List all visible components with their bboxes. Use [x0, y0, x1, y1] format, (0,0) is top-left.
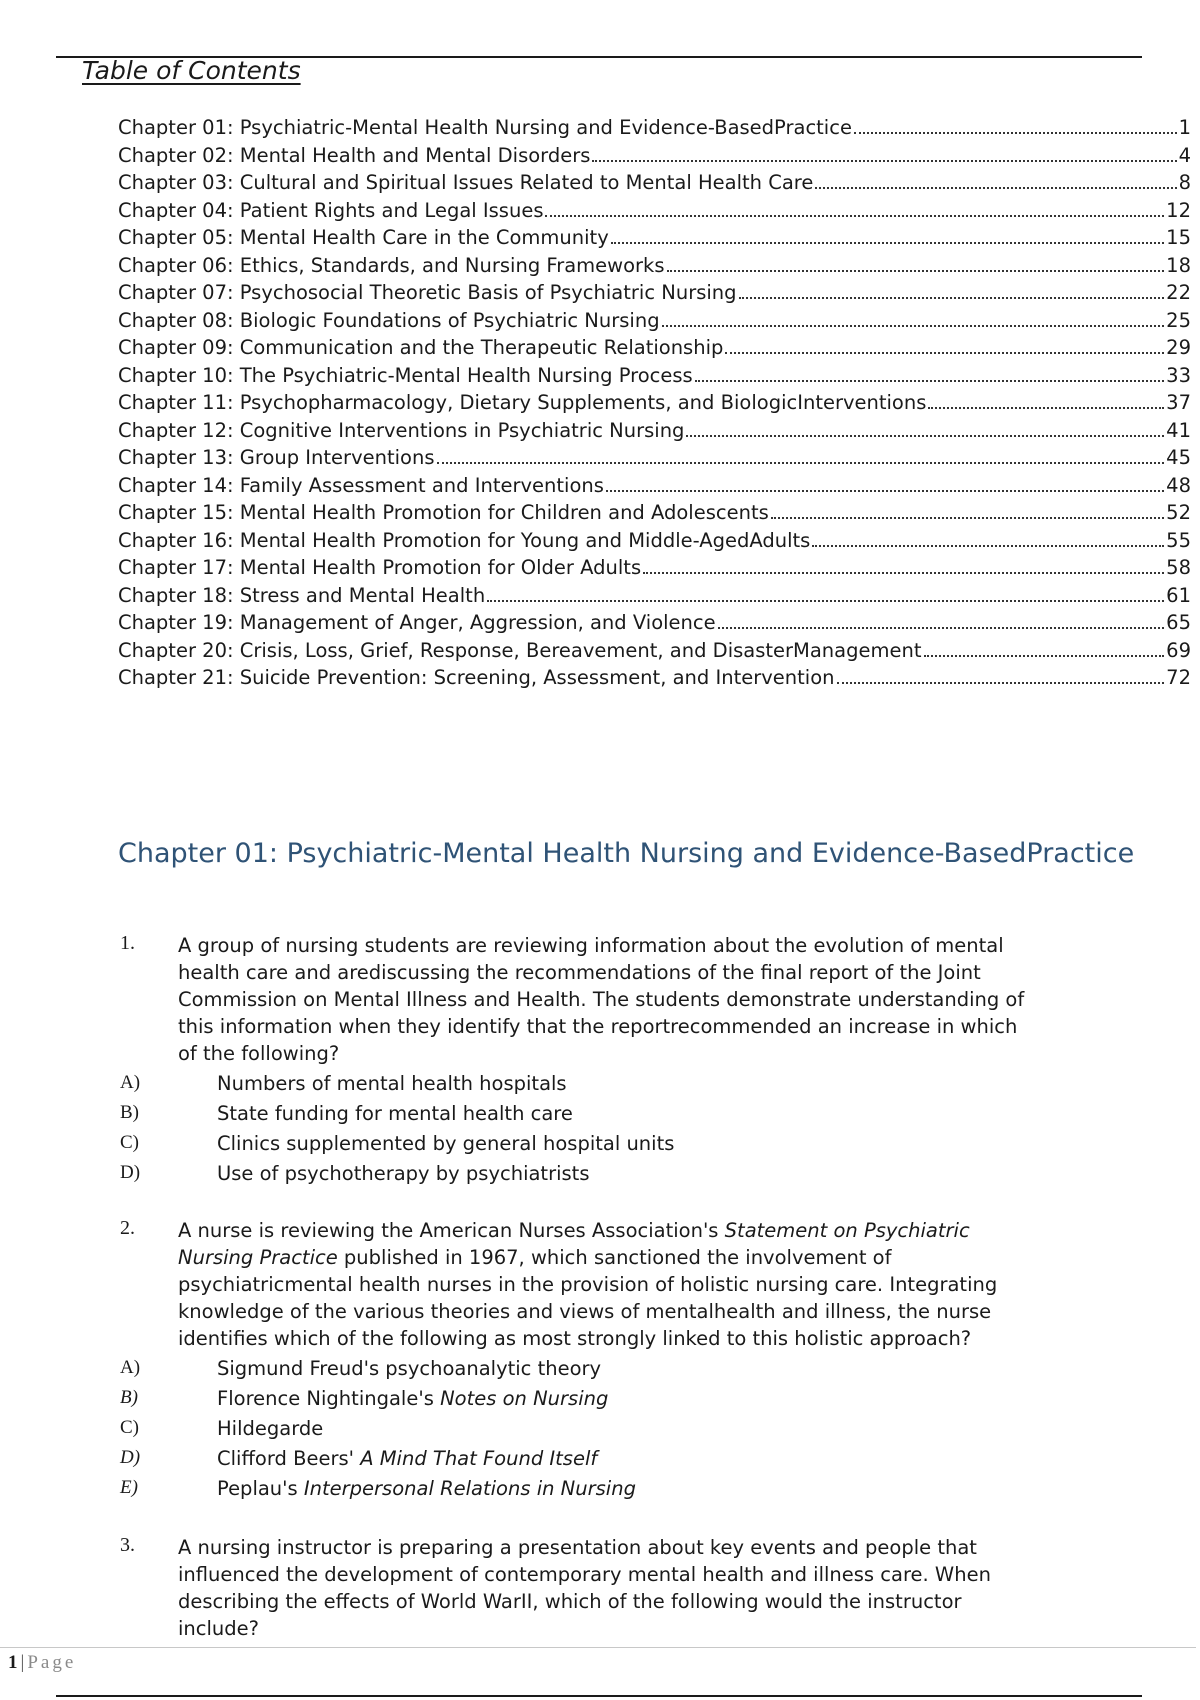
- toc-entry-label: Chapter 02: Mental Health and Mental Disorders: [118, 143, 591, 167]
- answer-option[interactable]: [0, 1357, 1200, 1387]
- toc-entry-page: 29: [1166, 336, 1191, 359]
- toc-entry-page: 1: [1178, 116, 1191, 139]
- question-text: [178, 1534, 1078, 1642]
- option-text: Sigmund Freud's psychoanalytic theory: [217, 1357, 602, 1380]
- toc-entry-page: 8: [1178, 171, 1191, 194]
- toc-entry-label: Chapter 18: Stress and Mental Health: [118, 583, 486, 607]
- publication-title: Statement on Psychiatric: [724, 1219, 970, 1242]
- toc-entry-page: 25: [1166, 308, 1191, 332]
- question-text-line: describing the effects of World WarII, which of the following would the instructor: [178, 1590, 962, 1613]
- toc-entry[interactable]: [118, 391, 1191, 419]
- toc-leader-dots: [854, 132, 1177, 134]
- toc-entry[interactable]: [118, 171, 1191, 199]
- toc-entry[interactable]: [118, 116, 1191, 144]
- option-letter: D): [120, 1447, 141, 1468]
- question-text-line: health care and arediscussing the recommendations of the final report of the Joint: [178, 961, 981, 984]
- toc-entry-page: 37: [1166, 391, 1191, 414]
- toc-leader-dots: [924, 655, 1165, 657]
- toc-entry[interactable]: [118, 529, 1191, 557]
- answer-option[interactable]: [0, 1102, 1200, 1132]
- option-text: Florence Nightingale's Notes on Nursing: [217, 1387, 609, 1410]
- toc-entry-label: Chapter 14: Family Assessment and Interventions: [118, 473, 604, 497]
- chapter-heading: Chapter 01: Psychiatric-Mental Health Nursing and Evidence-BasedPractice: [118, 838, 1135, 869]
- option-letter: C): [120, 1132, 139, 1153]
- toc-leader-dots: [662, 325, 1165, 327]
- question-text: [178, 932, 1078, 1067]
- question-number: 2.: [120, 1217, 135, 1239]
- toc-leader-dots: [611, 242, 1164, 244]
- publication-title: Nursing Practice: [178, 1246, 338, 1269]
- toc-entry-label: Chapter 13: Group Interventions: [118, 446, 435, 469]
- toc-entry-page: 72: [1166, 666, 1191, 689]
- question-text-line: influenced the development of contemporary mental health and illness care. When: [178, 1563, 991, 1586]
- toc-entry-page: 55: [1166, 528, 1191, 552]
- toc-leader-dots: [812, 545, 1164, 547]
- question-text-line: this information when they identify that the reportrecommended an increase in which: [178, 1015, 1018, 1038]
- toc-entry-label: Chapter 01: Psychiatric-Mental Health Nursing and Evidence-BasedPractice: [118, 116, 852, 139]
- answer-option[interactable]: [0, 1072, 1200, 1102]
- toc-entry-label: Chapter 03: Cultural and Spiritual Issues Related to Mental Health Care: [118, 171, 814, 194]
- toc-leader-dots: [592, 160, 1176, 162]
- toc-entry[interactable]: [118, 336, 1191, 364]
- toc-entry-label: Chapter 12: Cognitive Interventions in Psychiatric Nursing: [118, 418, 685, 442]
- toc-entry-label: Chapter 21: Suicide Prevention: Screening, Assessment, and Intervention: [118, 666, 835, 689]
- answer-option[interactable]: [0, 1477, 1200, 1507]
- option-text: Clinics supplemented by general hospital units: [217, 1132, 675, 1155]
- toc-entry-label: Chapter 08: Biologic Foundations of Psychiatric Nursing: [118, 308, 660, 332]
- answer-option[interactable]: [0, 1447, 1200, 1477]
- toc-leader-dots: [437, 462, 1165, 464]
- toc-entry-label: Chapter 19: Management of Anger, Aggression, and Violence: [118, 611, 716, 634]
- toc-entry-page: 61: [1166, 583, 1191, 607]
- option-letter: D): [120, 1162, 141, 1183]
- toc-leader-dots: [928, 407, 1164, 409]
- question-text-line: A group of nursing students are reviewing information about the evolution of mental: [178, 934, 1004, 957]
- toc-entry-label: Chapter 04: Patient Rights and Legal Issues: [118, 198, 544, 222]
- question-text-line: knowledge of the various theories and views of mentalhealth and illness, the nurse: [178, 1300, 992, 1323]
- question-text-line: Commission on Mental Illness and Health. The students demonstrate understanding of: [178, 988, 1025, 1011]
- toc-entry-page: 33: [1166, 363, 1191, 387]
- option-text: Peplau's Interpersonal Relations in Nursing: [217, 1477, 636, 1500]
- question-text-line: psychiatricmental health nurses in the provision of holistic nursing care. Integrating: [178, 1273, 998, 1296]
- toc-entry-label: Chapter 15: Mental Health Promotion for Children and Adolescents: [118, 501, 769, 524]
- option-text: Clifford Beers' A Mind That Found Itself: [217, 1447, 598, 1470]
- question-text-line: Nursing Practice published in 1967, which sanctioned the involvement of: [178, 1246, 892, 1269]
- toc-entry-page: 18: [1166, 253, 1191, 277]
- option-letter: A): [120, 1357, 141, 1378]
- toc-entry[interactable]: [118, 501, 1191, 529]
- answer-option[interactable]: [0, 1387, 1200, 1417]
- footer-separator: |: [20, 1652, 25, 1673]
- toc-entry[interactable]: [118, 446, 1191, 474]
- toc-leader-dots: [606, 490, 1164, 492]
- toc-entry[interactable]: [118, 611, 1191, 639]
- option-letter: B): [120, 1102, 139, 1123]
- toc-entry-page: 12: [1166, 198, 1191, 222]
- question-text-line: identifies which of the following as most strongly linked to this holistic approach?: [178, 1327, 972, 1350]
- toc-title: Table of Contents: [82, 56, 301, 85]
- toc-entry[interactable]: [118, 254, 1191, 282]
- answer-option[interactable]: [0, 1132, 1200, 1162]
- toc-entry-page: 69: [1166, 638, 1191, 662]
- toc-entry-label: Chapter 06: Ethics, Standards, and Nursing Frameworks: [118, 253, 665, 277]
- toc-entry-label: Chapter 09: Communication and the Therapeutic Relationship: [118, 336, 724, 359]
- toc-entry[interactable]: [118, 309, 1191, 337]
- table-of-contents: [118, 116, 1191, 694]
- toc-entry[interactable]: [118, 639, 1191, 667]
- toc-entry-page: 15: [1166, 226, 1191, 249]
- toc-entry[interactable]: [118, 666, 1191, 694]
- toc-entry[interactable]: [118, 199, 1191, 227]
- toc-entry-label: Chapter 17: Mental Health Promotion for Older Adults: [118, 556, 642, 579]
- footer-rule: [0, 1647, 1196, 1648]
- answer-option[interactable]: [0, 1162, 1200, 1192]
- question-text-line: A nursing instructor is preparing a presentation about key events and people that: [178, 1536, 977, 1559]
- toc-leader-dots: [545, 215, 1164, 217]
- question-text-line: include?: [178, 1617, 259, 1640]
- toc-entry[interactable]: [118, 556, 1191, 584]
- toc-entry[interactable]: [118, 364, 1191, 392]
- toc-entry[interactable]: [118, 419, 1191, 447]
- toc-entry[interactable]: [118, 144, 1191, 172]
- option-text: Hildegarde: [217, 1417, 324, 1440]
- toc-entry-page: 45: [1166, 446, 1191, 469]
- toc-leader-dots: [667, 270, 1165, 272]
- toc-leader-dots: [718, 627, 1165, 629]
- toc-entry[interactable]: [118, 474, 1191, 502]
- option-letter: E): [120, 1477, 138, 1498]
- toc-leader-dots: [739, 297, 1165, 299]
- toc-leader-dots: [643, 572, 1164, 574]
- toc-entry-label: Chapter 10: The Psychiatric-Mental Health Nursing Process: [118, 363, 693, 387]
- toc-entry-label: Chapter 07: Psychosocial Theoretic Basis of Psychiatric Nursing: [118, 281, 737, 304]
- option-letter: C): [120, 1417, 139, 1438]
- toc-entry-page: 4: [1178, 143, 1191, 167]
- toc-entry-page: 48: [1166, 473, 1191, 497]
- toc-entry-page: 52: [1166, 501, 1191, 524]
- question-text-line: of the following?: [178, 1042, 340, 1065]
- toc-entry-label: Chapter 16: Mental Health Promotion for Young and Middle-AgedAdults: [118, 528, 811, 552]
- page-footer: [8, 1652, 76, 1674]
- toc-entry[interactable]: [118, 281, 1191, 309]
- toc-leader-dots: [837, 682, 1165, 684]
- option-text: State funding for mental health care: [217, 1102, 573, 1125]
- option-letter: B): [120, 1387, 138, 1408]
- page-label: Page: [27, 1652, 77, 1673]
- page-number: 1: [8, 1652, 18, 1673]
- toc-leader-dots: [695, 380, 1164, 382]
- question-number: 3.: [120, 1534, 135, 1556]
- option-text: Use of psychotherapy by psychiatrists: [217, 1162, 590, 1185]
- toc-entry-label: Chapter 05: Mental Health Care in the Community: [118, 226, 609, 249]
- toc-leader-dots: [815, 187, 1176, 189]
- question-text-line: A nurse is reviewing the American Nurses Association's Statement on Psychiatric: [178, 1219, 970, 1242]
- toc-leader-dots: [771, 517, 1164, 519]
- bottom-rule: [56, 1695, 1142, 1697]
- answer-option[interactable]: [0, 1417, 1200, 1447]
- toc-leader-dots: [725, 352, 1164, 354]
- option-letter: A): [120, 1072, 141, 1093]
- toc-leader-dots: [487, 600, 1164, 602]
- toc-entry[interactable]: [118, 584, 1191, 612]
- toc-entry[interactable]: [118, 226, 1191, 254]
- toc-entry-label: Chapter 20: Crisis, Loss, Grief, Response, Bereavement, and DisasterManagement: [118, 638, 922, 662]
- toc-entry-page: 58: [1166, 556, 1191, 579]
- toc-entry-page: 65: [1166, 611, 1191, 634]
- toc-leader-dots: [686, 435, 1164, 437]
- toc-entry-page: 41: [1166, 418, 1191, 442]
- question-number: 1.: [120, 932, 135, 954]
- toc-entry-label: Chapter 11: Psychopharmacology, Dietary Supplements, and BiologicInterventions: [118, 391, 927, 414]
- question-text: [178, 1217, 1078, 1352]
- toc-entry-page: 22: [1166, 281, 1191, 304]
- option-text: Numbers of mental health hospitals: [217, 1072, 567, 1095]
